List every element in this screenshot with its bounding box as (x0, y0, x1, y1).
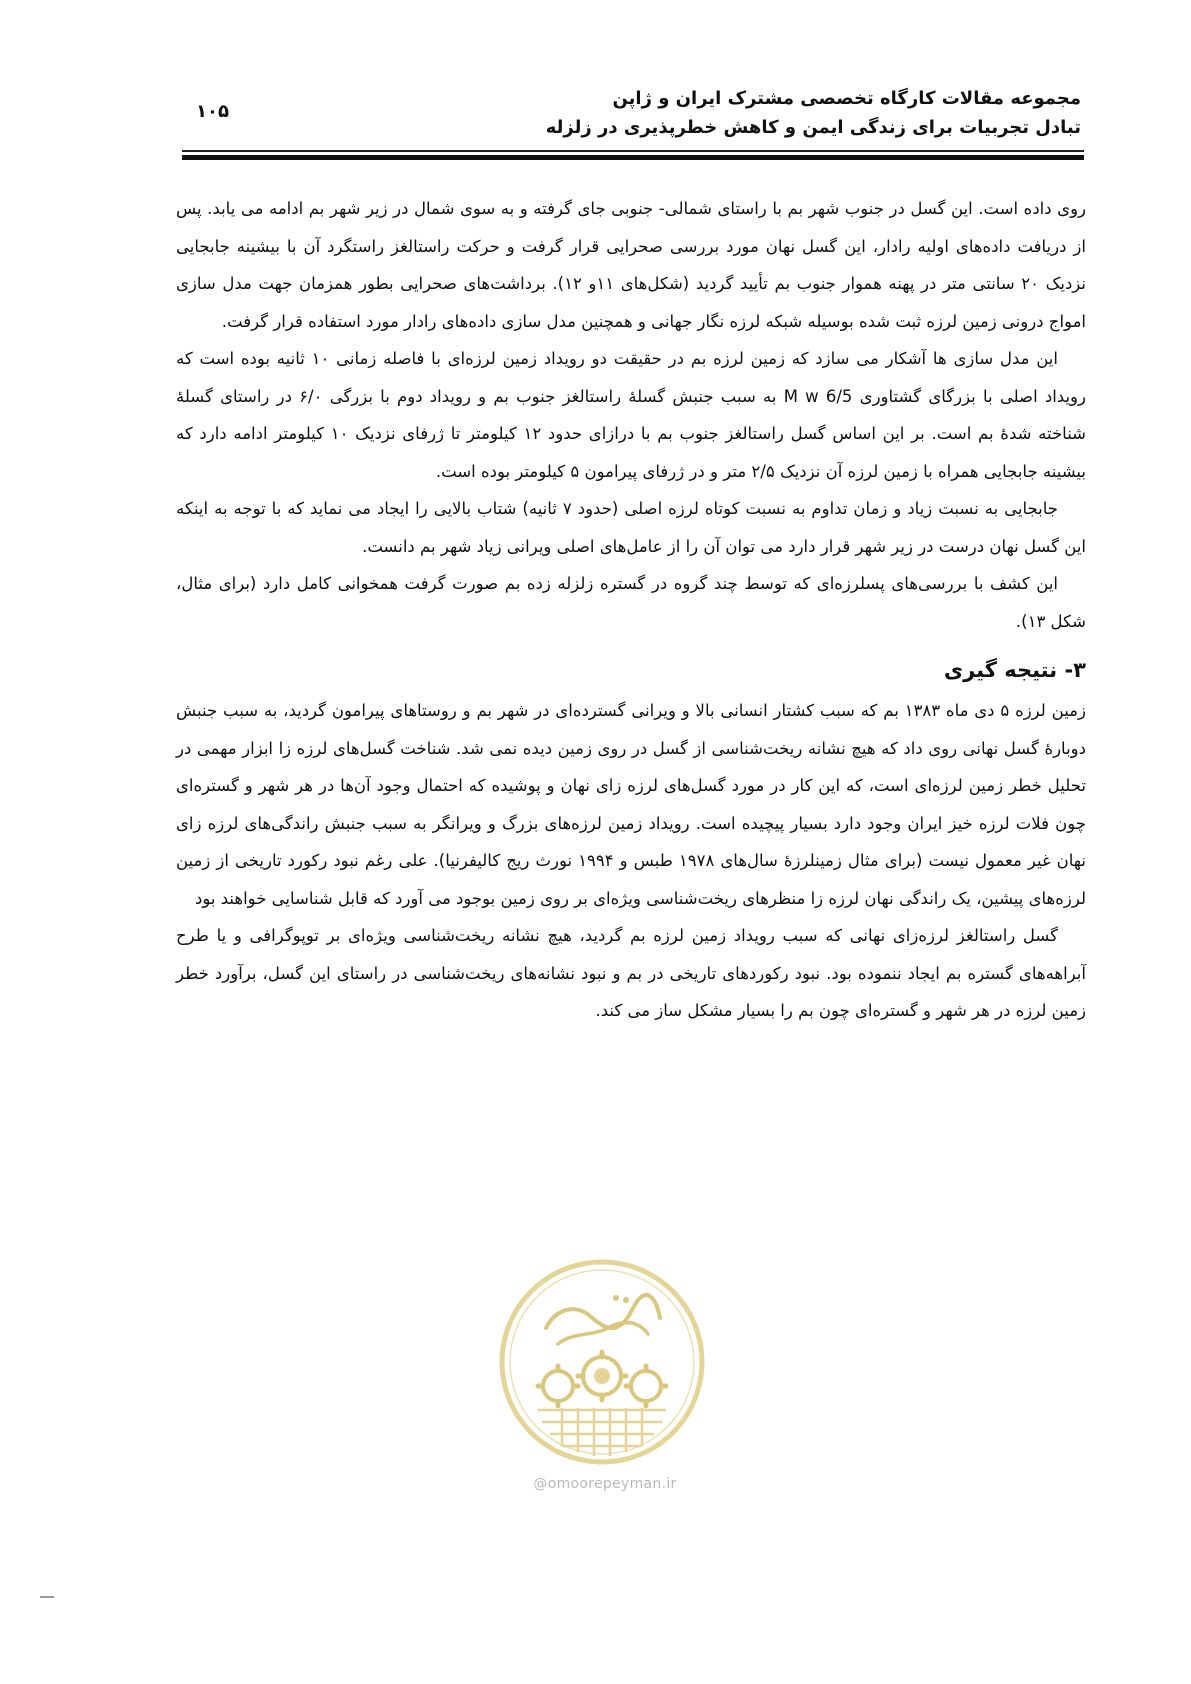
section-heading-conclusion: ۳- نتیجه گیری (943, 658, 1086, 682)
watermark-logo (498, 1258, 706, 1466)
paragraph-6: گسل راستالغز لرزه‌زای نهانی که سبب رویداد زمین لرزه بم گردید، هیچ نشانه ریخت‌شناسی ویژه‌ای بر توپوگرافی و یا طرح آبراهه‌های گستره بم ایجاد ننموده بود. نبود رکوردهای تاریخی در بم و نبود نشانه‌های ریخت‌شناسی در راستای این گسل، برآورد خطر زمین لرزه در هر شهر و گستره‌ای چون بم را بسیار مشکل ساز می کند. (176, 926, 1086, 1020)
header-rule-thin (182, 150, 1084, 152)
header-title-line2: تبادل تجربیات برای زندگی ایمن و کاهش خطرپذیری در زلزله (545, 117, 1081, 138)
header-rule-thick (182, 155, 1084, 160)
page-number: ۱۰۵ (196, 101, 229, 122)
paragraph-4: این کشف با بررسی‌های پسلرزه‌ای که توسط چند گروه در گستره زلزله زده بم صورت گرفت همخوانی کامل دارد (برای مثال، شکل ۱۳). (176, 574, 1086, 631)
body-text (176, 190, 1086, 1030)
header-title-line1: مجموعه مقالات کارگاه تخصصی مشترک ایران و ژاپن (612, 88, 1081, 109)
margin-mark (40, 1596, 54, 1598)
paragraph-1: روی داده است. این گسل در جنوب شهر بم با راستای شمالی- جنوبی جای گرفته و به سوی شمال در زیر شهر بم ادامه می یابد. پس از دریافت داده‌های اولیه رادار، این گسل نهان مورد بررسی صحرایی قرار گرفت و حرکت راستالغز راستگرد آن با بیشینه جابجایی نزدیک ۲۰ سانتی متر در پهنه هموار جنوب بم تأیید گردید (شکل‌های ۱۱و ۱۲). برداشت‌های صحرایی بطور همزمان جهت مدل سازی امواج درونی زمین لرزه ثبت شده بوسیله شبکه لرزه نگار جهانی و همچنین مدل سازی داده‌های رادار مورد استفاده قرار گرفت. (176, 199, 1086, 331)
paragraph-5: زمین لرزه ۵ دی ماه ۱۳۸۳ بم که سبب کشتار انسانی بالا و ویرانی گسترده‌ای در شهر بم و روستاهای پیرامون گردید، به سبب جنبش دوبارهٔ گسل نهانی روی داد که هیچ نشانه ریخت‌شناسی از گسل در روی زمین دیده نمی شد. شناخت گسل‌های لرزه زا ابزار مهمی در تحلیل خطر زمین لرزه‌ای است، که این کار در مورد گسل‌های لرزه زای نهان و پوشیده که احتمال وجود آن‌ها در هر شهر و گستره‌ای چون فلات لرزه خیز ایران وجود دارد بسیار پیچیده است. رویداد زمین لرزه‌های بزرگ و ویرانگر به سبب جنبش راندگی‌های لرزه زای نهان غیر معمول نیست (برای مثال زمینلرزهٔ سال‌های ۱۹۷۸ طبس و ۱۹۹۴ نورث ریج کالیفرنیا). علی رغم نبود رکورد تاریخی از زمین لرزه‌های پیشین، یک راندگی نهان لرزه زا منظرهای ریخت‌شناسی ویژه‌ای بر روی زمین بوجود می آورد که قابل شناسایی خواهند بود (176, 701, 1086, 908)
paragraph-2: این مدل سازی ها آشکار می سازد که زمین لرزه بم در حقیقت دو رویداد زمین لرزه‌ای با فاصله زمانی ۱۰ ثانیه بوده است که رویداد اصلی با بزرگای گشتاوری M w 6/5 به سبب جنبش گسلهٔ راستالغز جنوب بم و رویداد دوم با بزرگی ۶/۰ در راستای گسلهٔ شناخته شدهٔ بم است. بر این اساس گسل راستالغز جنوب بم با درازای حدود ۱۲ کیلومتر تا ژرفای نزدیک ۱۰ کیلومتر ادامه دارد که بیشینه جابجایی همراه با زمین لرزه آن نزدیک ۲/۵ متر و در ژرفای پیرامون ۵ کیلومتر بوده است. (176, 349, 1086, 481)
paragraph-3: جابجایی به نسبت زیاد و زمان تداوم به نسبت کوتاه لرزه اصلی (حدود ۷ ثانیه) شتاب بالایی را ایجاد می نماید که با توجه به اینکه این گسل نهان درست در زیر شهر قرار دارد می توان آن را از عامل‌های اصلی ویرانی زیاد شهر بم دانست. (176, 499, 1086, 556)
watermark-url: @omoorepeyman.ir (533, 1476, 677, 1492)
